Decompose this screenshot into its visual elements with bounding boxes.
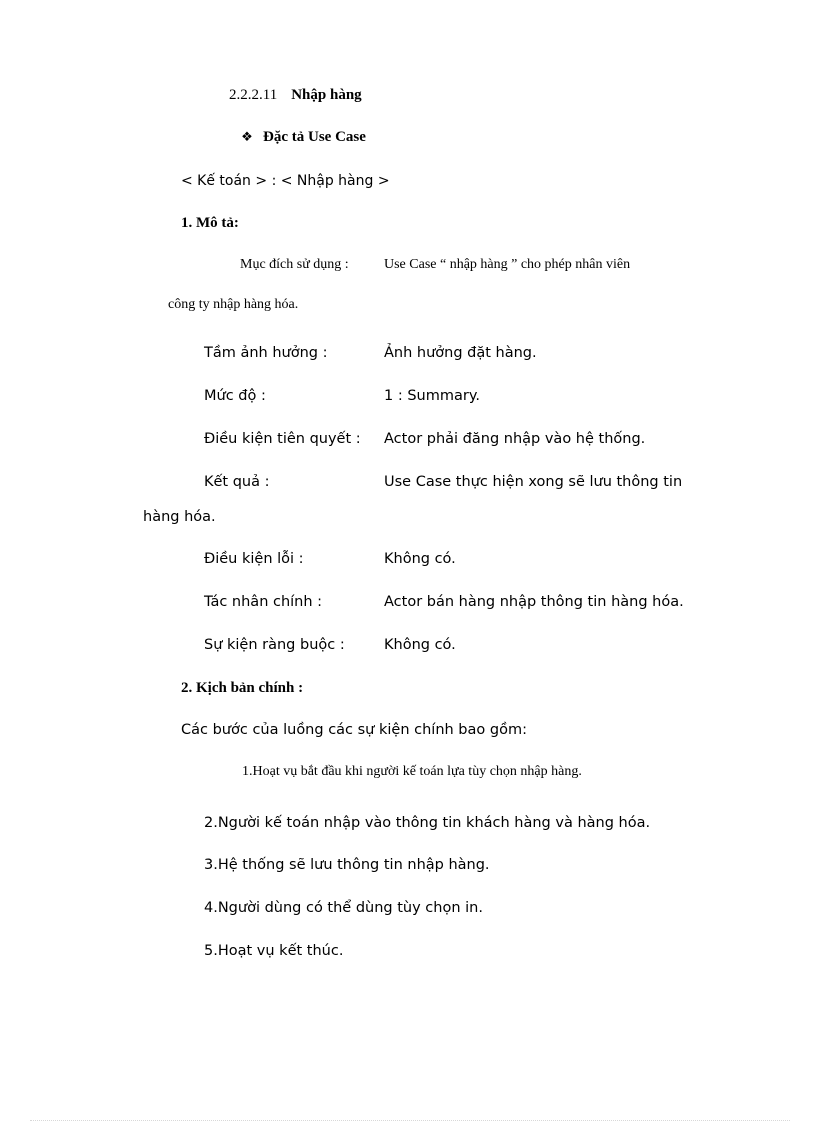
flow-intro: Các bước của luồng các sự kiện chính bao gồm: — [181, 722, 527, 738]
field-value-level: 1 : Summary. — [384, 388, 480, 404]
section-title: Nhập hàng — [291, 87, 362, 103]
purpose-value: Use Case “ nhập hàng ” cho phép nhân viên — [384, 257, 631, 272]
field-value-primary-actor: Actor bán hàng nhập thông tin hàng hóa. — [384, 594, 684, 610]
field-label-primary-actor: Tác nhân chính : — [204, 594, 323, 610]
field-label-level: Mức độ : — [204, 388, 266, 404]
section1-title: 1. Mô tả: — [181, 215, 239, 231]
field-value-error: Không có. — [384, 551, 456, 567]
field-value-constraint: Không có. — [384, 637, 456, 653]
flow-step: 5.Hoạt vụ kết thúc. — [204, 943, 344, 959]
section-heading — [229, 88, 362, 103]
purpose-label: Mục đích sử dụng : — [240, 257, 349, 272]
field-label-constraint: Sự kiện ràng buộc : — [204, 637, 345, 653]
flow-step: 2.Người kế toán nhập vào thông tin khách hàng và hàng hóa. — [204, 815, 651, 831]
actor-use-case-line: < Kế toán > : < Nhập hàng > — [181, 173, 390, 189]
subheading-text: Đặc tả Use Case — [263, 129, 366, 145]
field-value-scope: Ảnh hưởng đặt hàng. — [384, 345, 537, 361]
field-value-result: Use Case thực hiện xong sẽ lưu thông tin — [384, 474, 683, 490]
field-label-scope: Tầm ảnh hưởng : — [204, 345, 328, 361]
subheading — [241, 130, 366, 145]
field-label-precondition: Điều kiện tiên quyết : — [204, 431, 361, 447]
flow-step: 1.Hoạt vụ bắt đầu khi người kế toán lựa tùy chọn nhập hàng. — [242, 764, 582, 779]
diamond-bullet-icon: ❖ — [241, 130, 253, 145]
field-label-error: Điều kiện lỗi : — [204, 551, 304, 567]
flow-step: 3.Hệ thống sẽ lưu thông tin nhập hàng. — [204, 857, 490, 873]
purpose-continued: công ty nhập hàng hóa. — [168, 297, 299, 312]
section-number: 2.2.2.11 — [229, 87, 278, 103]
page-bottom-divider — [30, 1120, 790, 1121]
flow-step: 4.Người dùng có thể dùng tùy chọn in. — [204, 900, 483, 916]
field-label-result: Kết quả : — [204, 474, 270, 490]
field-value-result-continued: hàng hóa. — [143, 509, 216, 525]
section2-title: 2. Kịch bản chính : — [181, 680, 304, 696]
field-value-precondition: Actor phải đăng nhập vào hệ thống. — [384, 431, 646, 447]
